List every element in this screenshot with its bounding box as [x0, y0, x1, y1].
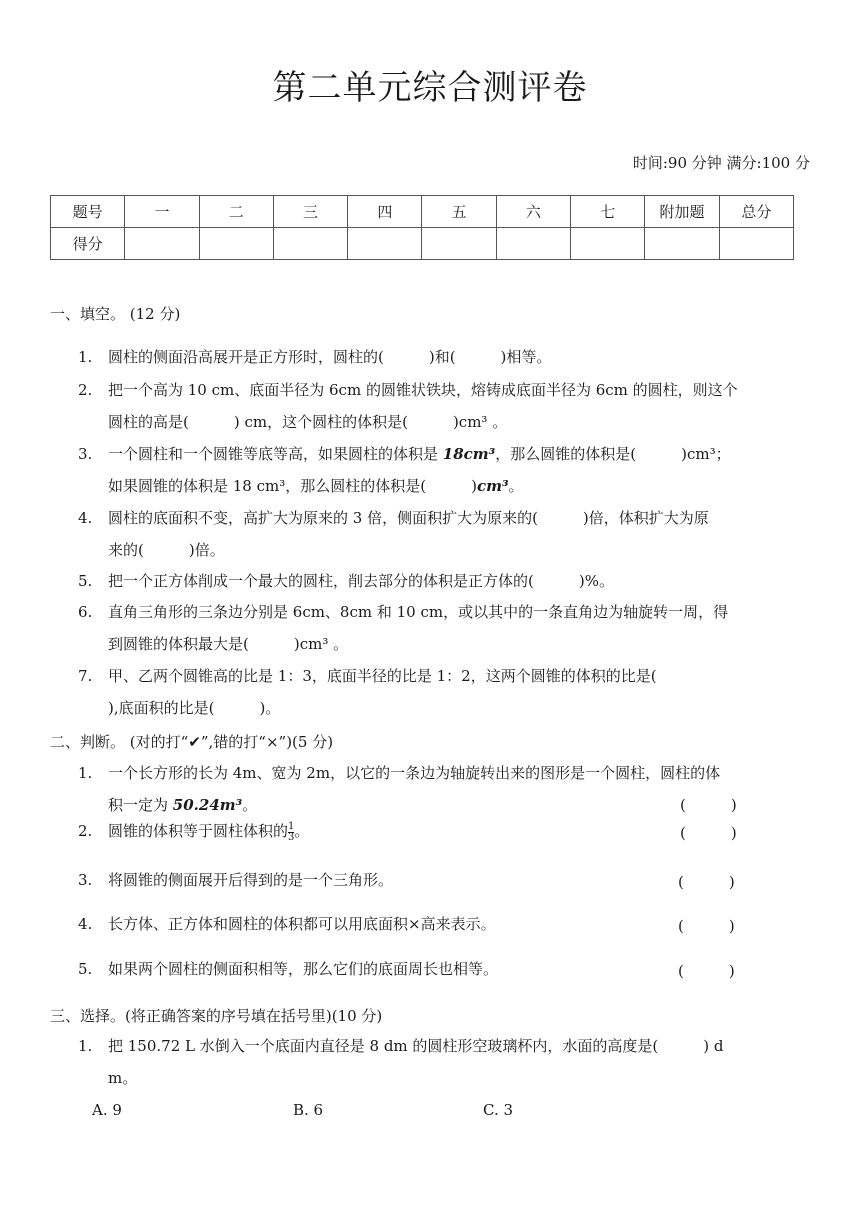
question-text: 将圆锥的侧面展开后得到的是一个三角形。 [108, 871, 394, 889]
question-text: 一个圆柱和一个圆锥等底等高，如果圆柱的体积是 [108, 445, 443, 463]
table-cell: 得分 [51, 228, 125, 260]
answer-blank[interactable]: ( ) [680, 796, 737, 814]
score-input-cell[interactable] [571, 228, 645, 260]
score-table [50, 195, 794, 260]
section-heading-multiple-choice: 三、选择。(将正确答案的序号填在括号里)(10 分) [50, 1007, 383, 1025]
math-expression: cm³ [476, 477, 509, 495]
question-text: 圆柱的高是( ) cm，这个圆柱的体积是( )cm³ 。 [108, 413, 508, 431]
table-cell: 题号 [51, 196, 125, 228]
score-input-cell[interactable] [125, 228, 199, 260]
question-item [78, 502, 810, 566]
question-text: 。 [242, 796, 258, 814]
question-number: 3. [78, 871, 93, 889]
score-input-cell[interactable] [348, 228, 422, 260]
question-text: ，那么圆锥的体积是( )cm³； [495, 445, 731, 463]
score-input-cell[interactable] [719, 228, 793, 260]
question-item [78, 341, 810, 373]
question-number: 2. [78, 822, 93, 840]
answer-blank[interactable]: ( ) [678, 873, 735, 891]
table-cell: 一 [125, 196, 199, 228]
choice-option-a[interactable]: A. 9 [92, 1101, 122, 1119]
question-item [78, 660, 810, 724]
table-cell: 五 [422, 196, 496, 228]
question-text: 如果圆锥的体积是 18 cm³，那么圆柱的体积是( ) [108, 477, 477, 495]
question-number: 4. [78, 509, 93, 527]
question-item [78, 596, 810, 660]
question-text: 把 150.72 L 水倒入一个底面内直径是 8 dm 的圆柱形空玻璃杯内，水面的高度是( ) d [108, 1037, 724, 1055]
question-number: 5. [78, 572, 93, 590]
answer-blank[interactable]: ( ) [678, 962, 735, 980]
question-text: ),底面积的比是( )。 [108, 699, 281, 717]
table-cell: 总分 [719, 196, 793, 228]
question-number: 1. [78, 348, 93, 366]
fraction-denominator: 3 [288, 831, 295, 843]
question-number: 1. [78, 1037, 93, 1055]
question-text: 到圆锥的体积最大是( )cm³ 。 [108, 635, 349, 653]
question-number: 4. [78, 915, 93, 933]
time-limit-info: 时间:90 分钟 满分:100 分 [632, 154, 810, 172]
question-number: 6. [78, 603, 93, 621]
question-text: 来的( )倍。 [108, 541, 225, 559]
answer-blank[interactable]: ( ) [680, 824, 737, 842]
fraction-numerator: 1 [288, 820, 295, 832]
choice-option-c[interactable]: C. 3 [483, 1101, 514, 1119]
answer-blank[interactable]: ( ) [678, 917, 735, 935]
question-number: 7. [78, 667, 93, 685]
score-input-cell[interactable] [199, 228, 273, 260]
math-expression: 18cm³ [442, 445, 496, 463]
score-input-cell[interactable] [422, 228, 496, 260]
score-input-cell[interactable] [273, 228, 347, 260]
question-text: 把一个高为 10 cm、底面半径为 6cm 的圆锥状铁块，熔铸成底面半径为 6cm 的圆柱，则这个 [108, 381, 738, 399]
question-text: 圆柱的侧面沿高展开是正方形时，圆柱的( )和( )相等。 [108, 348, 552, 366]
score-input-cell[interactable] [645, 228, 719, 260]
question-text: 把一个正方体削成一个最大的圆柱，削去部分的体积是正方体的( )%。 [108, 572, 614, 590]
question-item [78, 438, 810, 502]
question-number: 2. [78, 381, 93, 399]
table-cell: 附加题 [645, 196, 719, 228]
question-number: 3. [78, 445, 93, 463]
question-item [78, 374, 810, 438]
table-cell: 四 [348, 196, 422, 228]
score-table-header-row [51, 196, 794, 228]
question-text: 。 [294, 822, 310, 840]
question-number: 5. [78, 960, 93, 978]
question-text: 积一定为 [108, 796, 173, 814]
score-table-score-row [51, 228, 794, 260]
question-number: 1. [78, 764, 93, 782]
question-item [78, 1030, 810, 1094]
table-cell: 二 [199, 196, 273, 228]
table-cell: 三 [273, 196, 347, 228]
question-text: 。 [508, 477, 524, 495]
question-text: 长方体、正方体和圆柱的体积都可以用底面积×高来表示。 [108, 915, 496, 933]
section-heading-fill-in: 一、填空。 (12 分) [50, 305, 181, 323]
question-text: 如果两个圆柱的侧面积相等，那么它们的底面周长也相等。 [108, 960, 499, 978]
table-cell: 七 [571, 196, 645, 228]
math-expression: 50.24m³ [172, 796, 243, 814]
score-input-cell[interactable] [496, 228, 570, 260]
table-cell: 六 [496, 196, 570, 228]
page-title: 第二单元综合测评卷 [272, 68, 588, 108]
question-text: 圆锥的体积等于圆柱体积的 [108, 822, 289, 840]
question-text: 圆柱的底面积不变，高扩大为原来的 3 倍，侧面积扩大为原来的( )倍，体积扩大为原 [108, 509, 709, 527]
question-text: m。 [108, 1069, 138, 1087]
question-text: 甲、乙两个圆锥高的比是 1：3，底面半径的比是 1：2，这两个圆锥的体积的比是( [108, 667, 657, 685]
question-text: 一个长方形的长为 4m、宽为 2m，以它的一条边为轴旋转出来的图形是一个圆柱，圆柱的体 [108, 764, 721, 782]
question-text: 直角三角形的三条边分别是 6cm、8cm 和 10 cm，或以其中的一条直角边为轴旋转一周，得 [108, 603, 729, 621]
choice-option-b[interactable]: B. 6 [293, 1101, 324, 1119]
section-heading-true-false: 二、判断。 (对的打“✔”,错的打“×”)(5 分) [50, 733, 334, 751]
question-item [78, 565, 810, 597]
